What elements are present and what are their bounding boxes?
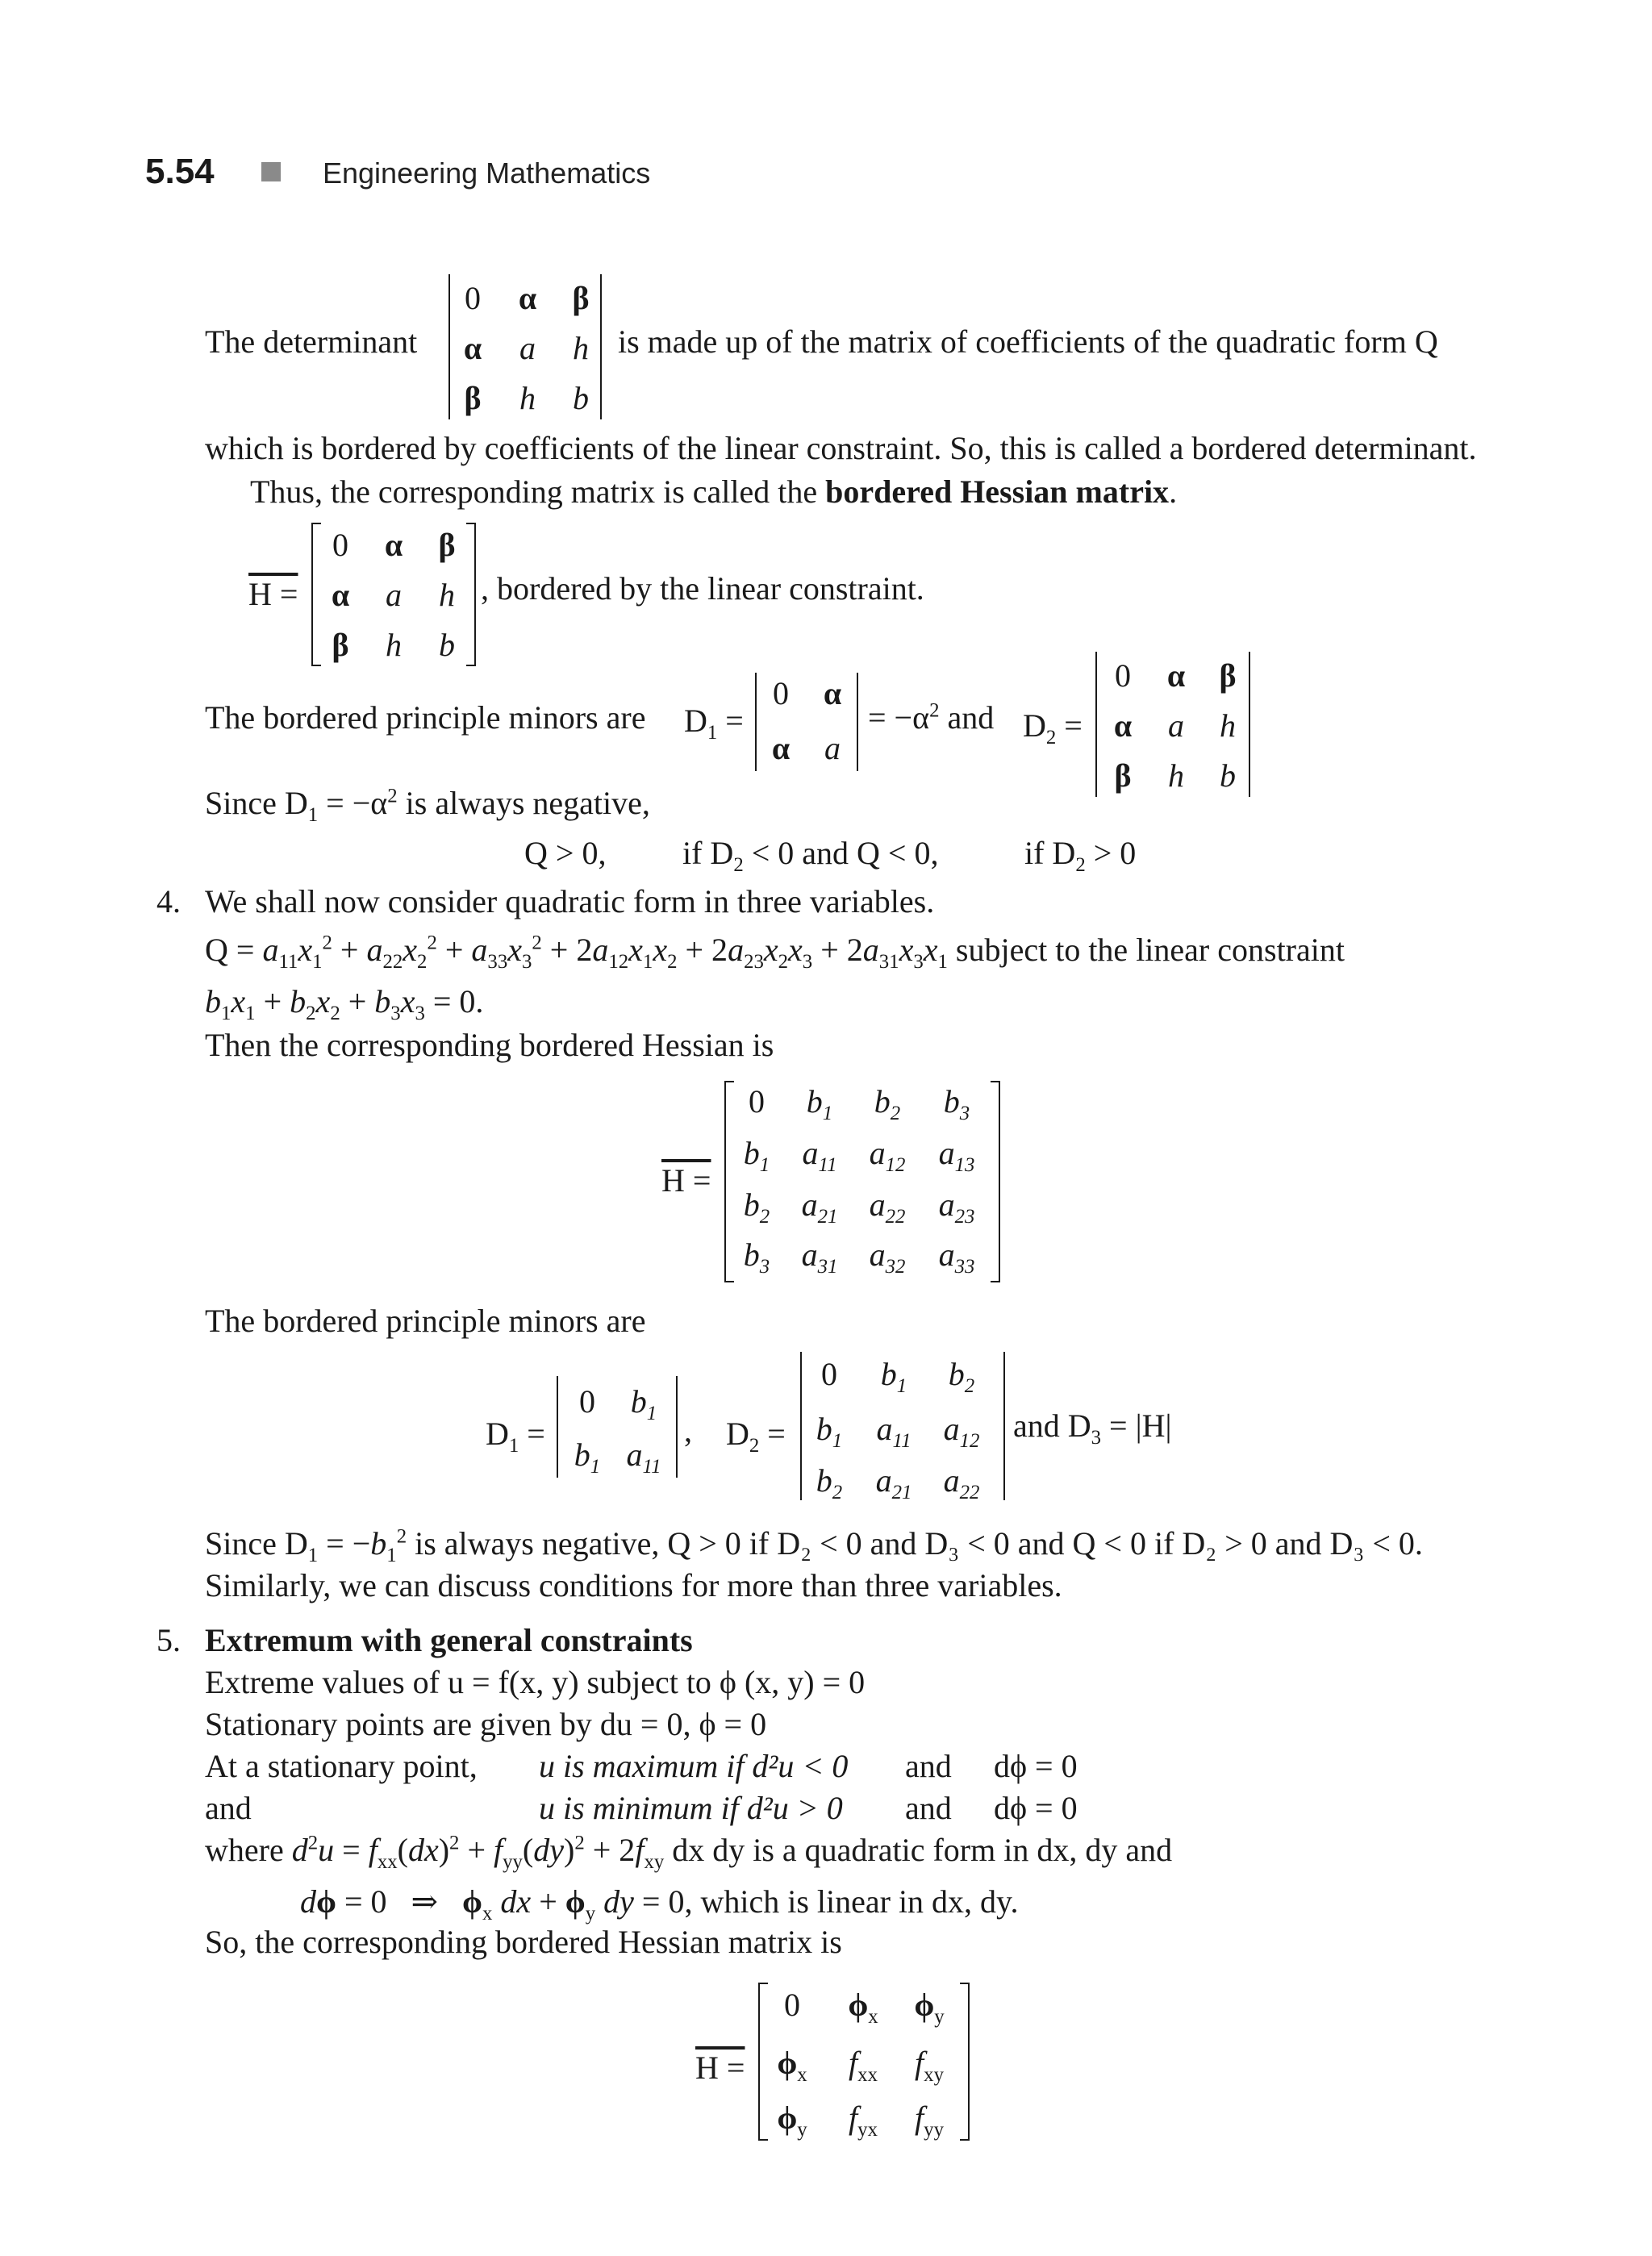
- since1-line: Since $D_1 = -\alpha^2$ is always negative,: [205, 785, 650, 826]
- item4-minors-lead: The bordered principle minors are: [205, 1303, 646, 1339]
- item5-number: 5.: [156, 1622, 181, 1658]
- minor-d2-3x3: 0 α β α a h β h b: [1095, 652, 1250, 797]
- item4-d3: and $D_3 = |H|$: [1013, 1407, 1172, 1449]
- since1-cond-a: Q > 0,: [524, 835, 607, 871]
- para1-line3: Thus, the corresponding matrix is called the bordered Hessian matrix.: [250, 473, 1178, 510]
- item5-l7: So, the corresponding bordered Hessian matrix is: [205, 1924, 842, 1960]
- item4-then: Then the corresponding bordered Hessian is: [205, 1027, 774, 1063]
- item5-l4c: and: [905, 1790, 952, 1826]
- item5-l3a: At a stationary point,: [205, 1748, 478, 1784]
- minor-d1-2x2: 0 α α a: [755, 673, 858, 771]
- item5-l3b: u is maximum if d²u < 0: [539, 1748, 849, 1784]
- item4-intro: We shall now consider quadratic form in three variables.: [205, 883, 935, 919]
- item5-l4a: and: [205, 1790, 252, 1826]
- hbar1-label: H =: [248, 576, 298, 612]
- since1-cond-c: if $D_2 > 0$: [1024, 835, 1137, 876]
- para1-lead: The determinant: [205, 323, 418, 360]
- item5-hbar-label: H =: [695, 2050, 745, 2086]
- item4-number: 4.: [156, 883, 181, 919]
- page-number: 5.54: [145, 152, 215, 191]
- item4-minor-d2: 0 $b_1$ $b_2$ $b_1$ $a_{11}$ $a_{12}$ $b_2$ $a_{21}$ $a_{22}$: [800, 1352, 1005, 1500]
- item5-l4b: u is minimum if d²u > 0: [539, 1790, 843, 1826]
- item5-title: Extremum with general constraints: [205, 1622, 693, 1658]
- hbar1-caption: , bordered by the linear constraint.: [481, 570, 924, 607]
- item5-l4d: dϕ = 0: [994, 1790, 1078, 1826]
- item5-l6: dϕ = 0 ⇒ $\phi_x$ dx + $\phi_y$ dy = 0, which is linear in dx, dy.: [300, 1883, 1019, 1924]
- minors1-d2: $D_2$ =: [1023, 707, 1083, 749]
- item4-d2-label: $D_2$ =: [726, 1416, 786, 1457]
- hessian-matrix-3x3: 0 α β α a h β h b: [311, 523, 476, 666]
- running-head: Engineering Mathematics: [323, 156, 651, 190]
- minors1-d1: $D_1$ =: [684, 703, 744, 744]
- header-square-icon: [261, 162, 281, 181]
- item4-since: Since $D_1 = -b_1^2$ is always negative, Q > 0 if D₂ < 0 and D₃ < 0 and Q < 0 if D₂ > 0 and D₃ < 0.: [205, 1525, 1423, 1566]
- minors1-result: = $-\alpha^2$ and: [868, 699, 995, 736]
- hessian-matrix-4x4: 0 $b_1$ $b_2$ $b_3$ $b_1$ $a_{11}$ $a_{12}$ $a_{13}$ $b_2$ $a_{21}$ $a_{22}$ $a_{23}$ $b_3$ $a_{31}$ $a_{32}$ $a_{33}$: [724, 1081, 1000, 1282]
- item4-d1-label: $D_1$ =: [486, 1416, 545, 1457]
- item4-minor-d1: 0 $b_1$ $b_1$ $a_{11}$: [557, 1376, 678, 1478]
- item5-l3d: dϕ = 0: [994, 1748, 1078, 1784]
- item4-constraint: $b_1x_1 + b_2x_2 + b_3x_3 = 0$.: [205, 983, 484, 1024]
- item4-quadratic: $Q = a_{11}x_1^2 + a_{22}x_2^2 + a_{33}x_3^2 + 2a_{12}x_1x_2 + 2a_{23}x_2x_3 + 2a_{31}x_3x_1$ subject to the linear constraint: [205, 932, 1345, 973]
- para1-line2: which is bordered by coefficients of the linear constraint. So, this is called a bordered determinant.: [205, 430, 1477, 466]
- item5-l1: Extreme values of u = f(x, y) subject to ϕ (x, y) = 0: [205, 1664, 866, 1700]
- item5-l3c: and: [905, 1748, 952, 1784]
- item4-hbar-label: H =: [661, 1162, 711, 1199]
- minors1-lead: The bordered principle minors are: [205, 699, 646, 736]
- item4-similarly: Similarly, we can discuss conditions for more than three variables.: [205, 1567, 1062, 1603]
- para1-trail: is made up of the matrix of coefficients of the quadratic form Q: [618, 323, 1438, 360]
- hessian-matrix-general: 0 $\phi_x$ $\phi_y$ $\phi_x$ $f_{xx}$ $f_{xy}$ $\phi_y$ $f_{yx}$ $f_{yy}$: [758, 1983, 970, 2141]
- item5-l5: where $d^2u = f_{xx}(dx)^2 + f_{yy}(dy)^2 + 2f_{xy}$ dx dy is a quadratic form in dx, dy and: [205, 1832, 1173, 1873]
- determinant-3x3: 0 α β α a h β h b: [448, 274, 602, 419]
- item4-comma: ,: [684, 1412, 692, 1449]
- since1-cond-b: if $D_2 < 0$ and Q < 0,: [682, 835, 939, 876]
- item5-l2: Stationary points are given by du = 0, ϕ = 0: [205, 1706, 767, 1742]
